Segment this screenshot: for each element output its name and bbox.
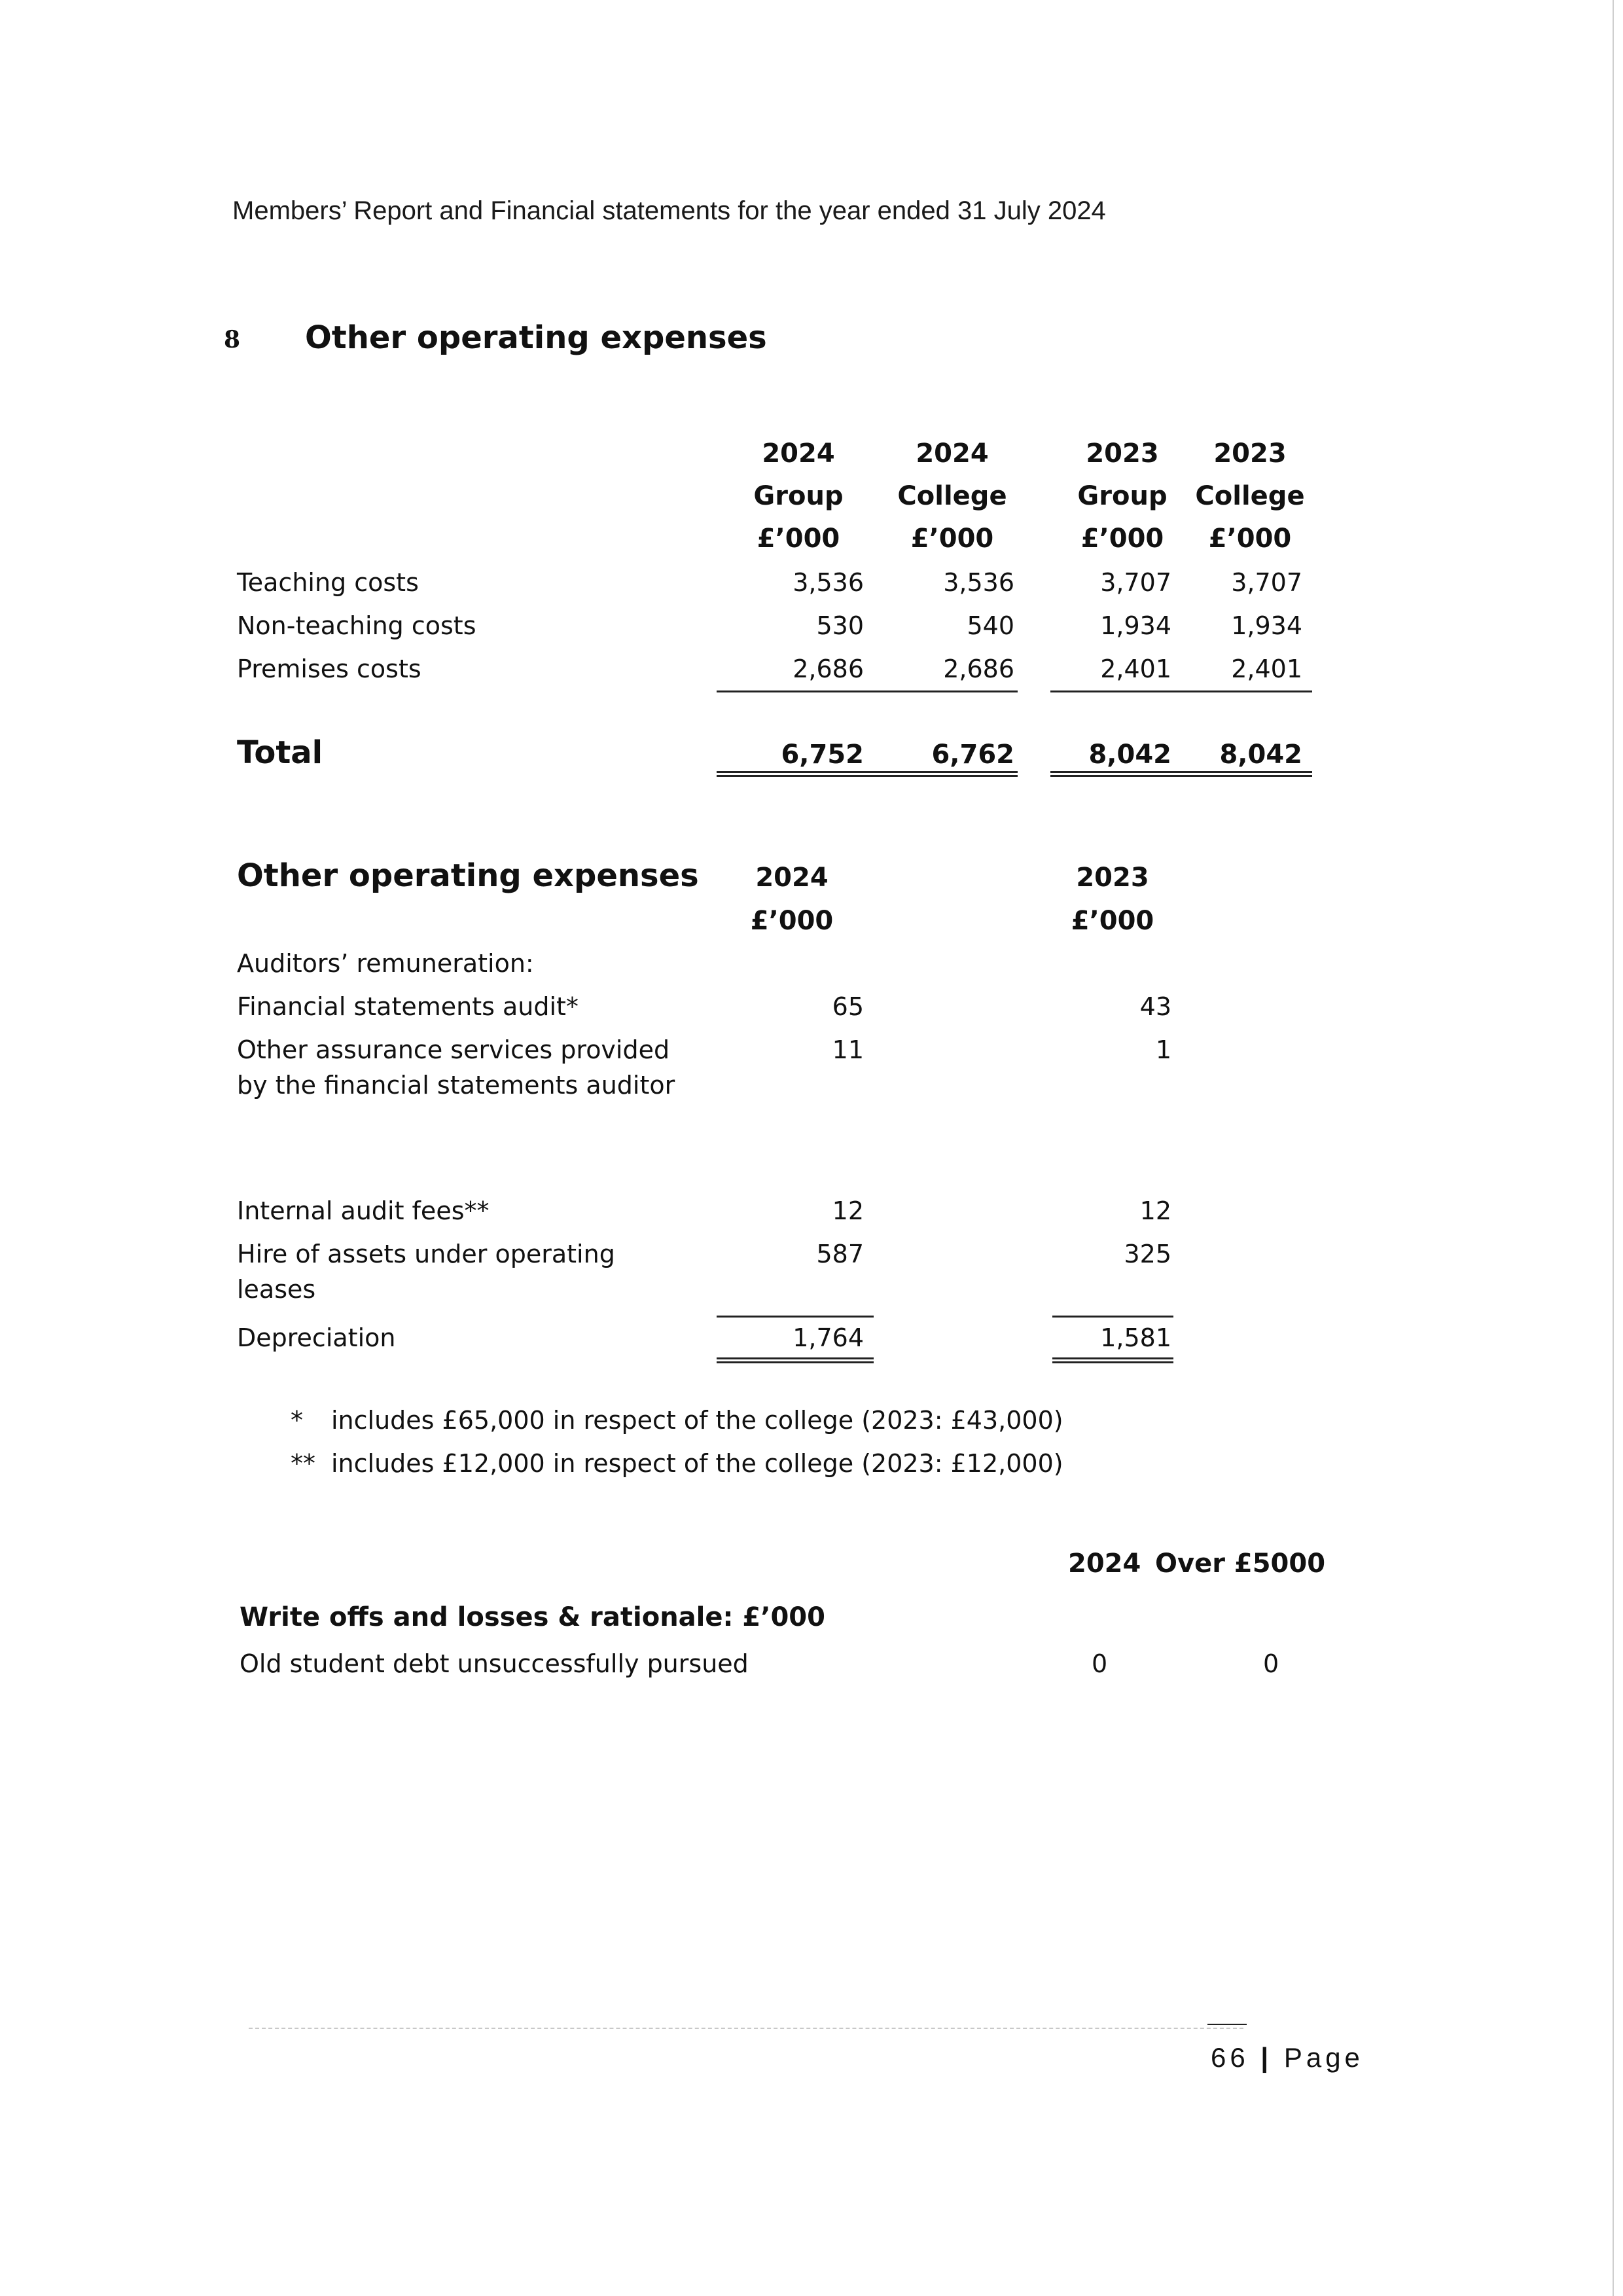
row-label: Depreciation (237, 1323, 396, 1352)
col-entity: Group (753, 481, 844, 511)
row-label: Financial statements audit* (237, 992, 579, 1021)
row-label: Internal audit fees** (237, 1196, 490, 1225)
total-value: 8,042 (1088, 740, 1171, 770)
footnote-text: includes £65,000 in respect of the college (2023: £43,000) (331, 1406, 1063, 1435)
subtotal-rule (1052, 1316, 1173, 1318)
writeoffs-col-threshold: Over £5000 (1155, 1549, 1326, 1579)
total-value: 8,042 (1219, 740, 1302, 770)
cell-value: 3,707 (1100, 568, 1171, 597)
cell-value: 1 (1155, 1035, 1171, 1064)
total-double-rule (1050, 771, 1312, 777)
cell-value: 1,764 (793, 1323, 864, 1352)
row-label: Teaching costs (237, 568, 419, 597)
cell-value: 2,686 (793, 655, 864, 683)
row-label: Hire of assets under operating (237, 1240, 615, 1268)
col-entity: Group (1077, 481, 1168, 511)
cell-value: 2,686 (943, 655, 1014, 683)
cell-value: 12 (832, 1196, 864, 1225)
col-year: 2023 (1086, 439, 1159, 469)
col-unit: £’000 (757, 524, 840, 554)
page-label: Page (1283, 2042, 1364, 2073)
total-value: 6,752 (781, 740, 864, 770)
report-header: Members’ Report and Financial statements for the year ended 31 July 2024 (232, 196, 1106, 225)
cell-value: 587 (816, 1240, 864, 1268)
col-year: 2023 (1213, 439, 1287, 469)
page-number-value: 66 (1211, 2042, 1249, 2073)
col-entity: College (897, 481, 1007, 511)
writeoffs-col-year: 2024 (1068, 1549, 1141, 1579)
footnote-marker: ** (291, 1449, 315, 1478)
total-double-rule (717, 1357, 874, 1363)
total-value: 6,762 (931, 740, 1014, 770)
col-unit: £’000 (1208, 524, 1292, 554)
cell-value: 325 (1124, 1240, 1171, 1268)
footnote-text: includes £12,000 in respect of the college (2023: £12,000) (331, 1449, 1063, 1478)
cell-value: 3,536 (943, 568, 1014, 597)
row-label: by the financial statements auditor (237, 1071, 675, 1100)
page-number (1211, 2042, 1364, 2073)
cell-value: 1,934 (1100, 611, 1171, 640)
auditors-subheading: Auditors’ remuneration: (237, 949, 534, 978)
cell-value: 11 (832, 1035, 864, 1064)
cell-value: 530 (816, 611, 864, 640)
cell-value: 540 (967, 611, 1014, 640)
cell-value: 3,536 (793, 568, 864, 597)
cell-value: 1,581 (1100, 1323, 1171, 1352)
subtotal-rule (717, 691, 1018, 692)
footnote-marker: * (291, 1406, 303, 1435)
cell-value: 12 (1139, 1196, 1171, 1225)
col-year: 2024 (755, 863, 829, 893)
col-unit: £’000 (910, 524, 994, 554)
row-label: Premises costs (237, 655, 421, 683)
table2-title: Other operating expenses (237, 857, 699, 894)
row-label: Other assurance services provided (237, 1035, 670, 1064)
subtotal-rule (1050, 691, 1312, 692)
total-double-rule (1052, 1357, 1173, 1363)
cell-value: 1,934 (1231, 611, 1302, 640)
col-year: 2023 (1076, 863, 1149, 893)
scan-edge (1613, 0, 1614, 2296)
subtotal-rule (717, 1316, 874, 1318)
col-unit: £’000 (1080, 524, 1164, 554)
page-separator: | (1260, 2042, 1273, 2073)
cell-value: 0 (1092, 1649, 1108, 1678)
section-title: Other operating expenses (305, 319, 767, 356)
cell-value: 2,401 (1100, 655, 1171, 683)
col-year: 2024 (916, 439, 989, 469)
total-label: Total (237, 734, 323, 771)
cell-value: 0 (1263, 1649, 1279, 1678)
section-number: 8 (224, 326, 241, 353)
writeoffs-heading: Write offs and losses & rationale: £’000 (240, 1602, 825, 1632)
scan-artifact-line (249, 2028, 1243, 2029)
total-double-rule (717, 771, 1018, 777)
footer-rule (1207, 2024, 1247, 2025)
row-label: leases (237, 1275, 316, 1304)
cell-value: 2,401 (1231, 655, 1302, 683)
cell-value: 65 (832, 992, 864, 1021)
cell-value: 43 (1139, 992, 1171, 1021)
col-unit: £’000 (1071, 906, 1154, 936)
cell-value: 3,707 (1231, 568, 1302, 597)
col-year: 2024 (762, 439, 835, 469)
col-entity: College (1195, 481, 1305, 511)
row-label: Old student debt unsuccessfully pursued (240, 1649, 749, 1678)
col-unit: £’000 (750, 906, 834, 936)
row-label: Non-teaching costs (237, 611, 476, 640)
